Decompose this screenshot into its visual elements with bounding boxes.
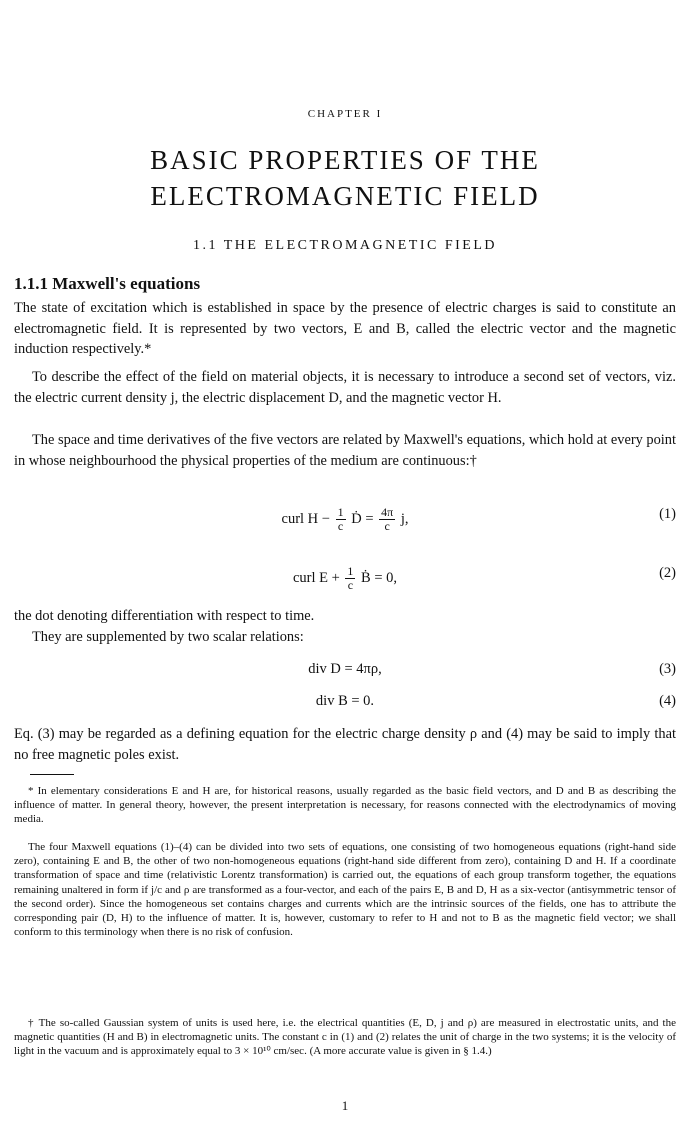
equation-4-number: (4) xyxy=(659,693,676,709)
subsection-heading: 1.1.1 Maxwell's equations xyxy=(14,274,201,293)
equation-3-number: (3) xyxy=(659,661,676,677)
chapter-label: CHAPTER I xyxy=(307,108,383,120)
footnote-rule xyxy=(30,774,74,775)
equation-2-number: (2) xyxy=(659,565,676,581)
equation-1-rhs: j, xyxy=(397,510,409,527)
paragraph-2: To describe the effect of the field on material objects, it is necessary to introduce a second set of vectors, viz. the electric current density j, the electric displacement D, and the magnetic vector H. xyxy=(14,369,676,406)
equation-2-rhs: Ḃ = 0, xyxy=(357,569,398,586)
chapter-title-line-2: ELECTROMAGNETIC FIELD xyxy=(150,181,540,211)
equation-1-fraction-2: $\frac{4\pi}{c}$ xyxy=(381,505,394,533)
paragraph-1: The state of excitation which is established in space by the presence of electric charges is said to constitute an electromagnetic field. It is represented by two vectors, E and B, called the electric vector and the magnetic induction respectively.* xyxy=(14,300,676,357)
paragraph-3: The space and time derivatives of the five vectors are related by Maxwell's equations, which hold at every point in whose neighbourhood the physical properties of the medium are continuous:† xyxy=(14,432,676,469)
equation-3 xyxy=(14,657,676,685)
equation-1-number: (1) xyxy=(659,506,676,522)
paragraph-5: They are supplemented by two scalar relations: xyxy=(32,629,304,645)
equation-1-fraction-1: $\frac{1}{c}$ xyxy=(337,505,344,533)
equation-1 xyxy=(14,502,676,533)
equation-1-lhs: curl H − xyxy=(281,510,334,527)
paragraph-6: Eq. (3) may be regarded as a defining equation for the electric charge density ρ and (4) may be said to imply that no free magnetic poles exist. xyxy=(14,726,676,763)
equation-1-mid: Ḋ = xyxy=(347,510,378,527)
chapter-title xyxy=(14,142,676,214)
paragraph-4: the dot denoting differentiation with respect to time. xyxy=(14,608,315,624)
equation-4 xyxy=(14,689,676,717)
equation-3-body: div D = 4πρ, xyxy=(308,661,382,677)
equation-4-body: div B = 0. xyxy=(315,693,375,709)
page-number: 1 xyxy=(341,1098,349,1113)
equation-2 xyxy=(14,561,676,592)
equation-2-lhs: curl E + xyxy=(292,569,344,586)
footnote-1: * In elementary considerations E and H are, for historical reasons, usually regarded as the basic field vectors, and D and B as describing the influence of matter. In general theory, however, the present interpretation is necessary, for reasons connected with the electrodynamics of moving media. xyxy=(14,785,676,826)
equation-2-fraction: $\frac{1}{c}$ xyxy=(347,564,354,592)
footnote-3: † The so-called Gaussian system of units is used here, i.e. the electrical quantities (E, D, j and ρ) are measured in electrostatic units, and the magnetic quantities (H and B) in electromagnetic units. The constant c in (1) and (2) relates the unit of charge in the two systems; it is the velocity of light in the vacuum and is approximately equal to 3 × 10¹⁰ cm/sec. (A more accurate value is given in § 1.4.) xyxy=(14,1017,676,1058)
section-heading: 1.1 THE ELECTROMAGNETIC FIELD xyxy=(193,238,497,253)
chapter-title-line-1: BASIC PROPERTIES OF THE xyxy=(150,145,540,175)
footnote-2: The four Maxwell equations (1)–(4) can be divided into two sets of equations, one consisting of two homogeneous equations (right-hand side zero), containing E and B, the other of two non-homogeneous equations (right-hand side different from zero), containing D and H. If a coordinate transformation of space and time (relativistic Lorentz transformation) is carried out, the equations of each group transform together, the equations remaining unaltered in form if j/c and ρ are transformed as a four-vector, and each of the pairs E, B and D, H as a six-vector (antisymmetric tensor of the second order). Since the homogeneous set contains charges and currents which are the intrinsic sources of the fields, one has to attribute the corresponding pair (D, H) to the influence of matter. It is, however, customary to refer to H and not to B as the magnetic field vector; we shall conform to this terminology when there is no risk of confusion. xyxy=(14,841,676,939)
